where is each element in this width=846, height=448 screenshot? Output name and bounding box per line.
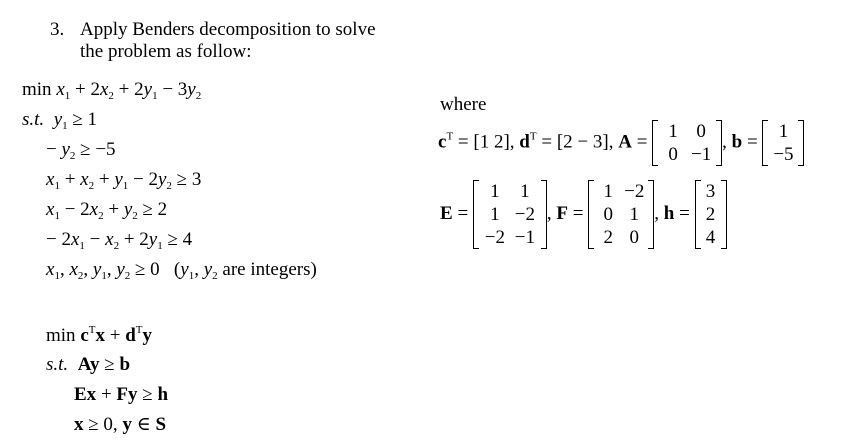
constraint-4: $x_1 - 2x_2 + y_2 \ge 2$ (46, 199, 168, 222)
problem-text-line2: the problem as follow: (80, 41, 252, 62)
constraint-6: $x_1$, $x_2$, $y_1$, $y_2 \ge 0$ ($y_1$, $y_2$ are integers) (46, 259, 317, 282)
problem-number: 3. (50, 19, 65, 40)
constraint-5: − $2x_1 - x_2 + 2y_1 \ge 4$ (46, 229, 193, 252)
constraint-3: $x_1 + x_2 + y_1 - 2y_2 \ge 3$ (46, 169, 202, 192)
matrix-h: 3 2 4 (695, 180, 727, 249)
decomposed-constraint-3: x ≥ 0, y ∈ S (74, 414, 167, 435)
problem-text-line1: Apply Benders decomposition to solve (80, 19, 376, 40)
objective-expression: $x_1 + 2x_2 + 2y_1 - 3y_2$ (56, 79, 202, 102)
decomposed-constraint-2: Ex + Fy ≥ h (74, 384, 169, 405)
decomposed-objective: $\min c^Tx + d^Ty$ (46, 324, 153, 346)
matrices-line: E = 1 1 1 −2 −2 −1 , F = 1 −2 0 1 2 0 , h = 3 2 4 (440, 180, 727, 249)
objective-line (22, 80, 201, 102)
integer-note: are integers (222, 259, 311, 280)
constraint-1: s.t. $y_1 \ge 1$ (22, 109, 98, 132)
objective-label: min (22, 79, 52, 100)
matrix-F: 1 −2 0 1 2 0 (588, 180, 654, 249)
vectors-line: $c^T = [1$ 2], $d^T = [2 - 3]$, A = 1 0 0 −1 , b = 1 −5 (438, 120, 804, 166)
constraint-2: − $y_2 \ge -5$ (46, 139, 116, 162)
matrix-E: 1 1 1 −2 −2 −1 (473, 180, 547, 249)
decomposed-constraint-1: s.t. Ay ≥ b (46, 354, 131, 375)
matrix-b: 1 −5 (762, 120, 804, 166)
matrix-A: 1 0 0 −1 (652, 120, 722, 166)
decomposed-constraint-label: s.t. (46, 354, 69, 375)
where-label: where (440, 94, 487, 115)
constraint-label: s.t. (22, 109, 45, 130)
decomposed-objective-label: min (46, 325, 76, 346)
